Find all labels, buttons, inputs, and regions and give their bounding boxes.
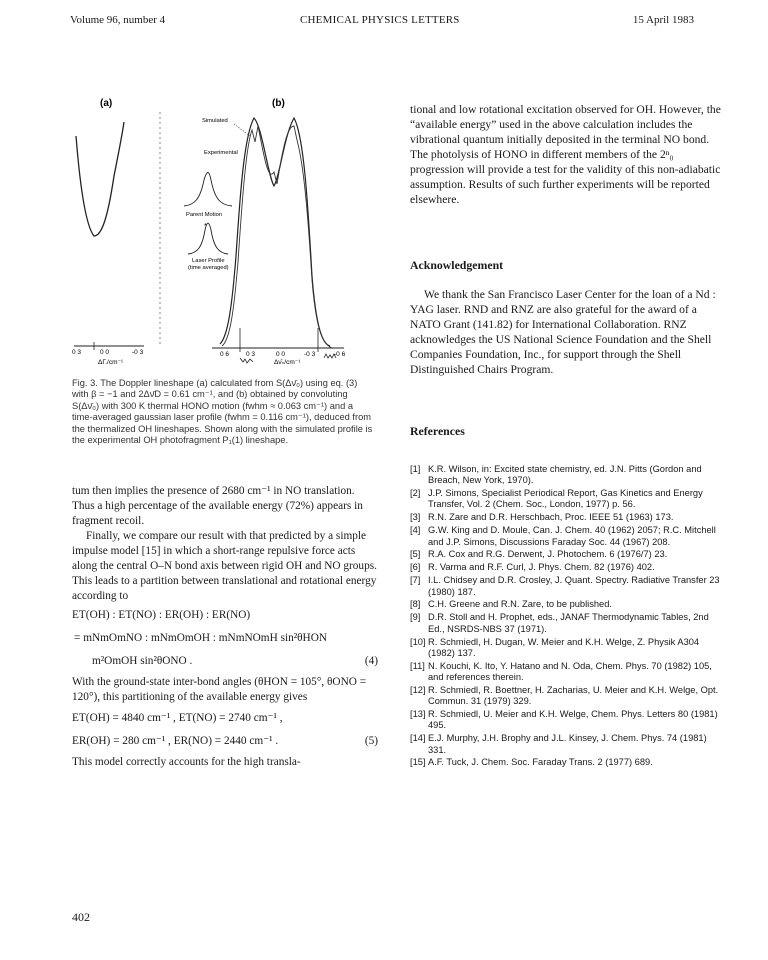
reference-number: [15] xyxy=(410,757,426,768)
right-column-top xyxy=(410,102,722,207)
figure-caption: Fig. 3. The Doppler lineshape (a) calculated from S(Δν̄₀) using eq. (3) with β = −1 and 2Δν̄D = 0.61 cm⁻¹, and (b) obtained by convoluting S(Δν̄₀) with 300 K thermal HONO motion (fwhm ≈ 0.063 cm⁻¹) and a time-averaged gaussian laser profile (fwhm = 0.116 cm⁻¹), deduced from the thermalized OH lineshapes. Shown along with the simulated profile is the experimental OH photofragment P₁(1) lineshape. xyxy=(72,378,373,446)
reference-item xyxy=(410,512,724,523)
reference-item xyxy=(410,733,724,756)
panel-a-xlabel: ΔΓ,/cm⁻¹ xyxy=(98,359,124,364)
reference-number: [13] xyxy=(410,709,426,720)
left-column xyxy=(72,484,378,770)
reference-number: [11] xyxy=(410,660,425,671)
reference-item xyxy=(410,549,724,560)
reference-item xyxy=(410,637,724,660)
panel-b-xlabel: Δν̄₀/cm⁻¹ xyxy=(274,359,301,364)
reference-text: R. Schmiedl, H. Dugan, W. Meier and K.H. Welge, Z. Physik A304 (1982) 137. xyxy=(428,636,700,658)
paragraph: This model correctly accounts for the high transla- xyxy=(72,756,301,768)
reference-number: [6] xyxy=(410,562,421,573)
acknowledgement-heading: Acknowledgement xyxy=(410,258,504,272)
page-number: 402 xyxy=(72,910,90,924)
reference-text: D.R. Stoll and H. Prophet, eds., JANAF Thermodynamic Tables, 2nd Ed., NSRDS-NBS 37 (1971). xyxy=(428,612,709,634)
panel-b-tick-label: 0 6 xyxy=(220,351,230,358)
panel-a-curve xyxy=(76,122,124,236)
panel-a-tick-label: -0 3 xyxy=(132,349,144,356)
reference-text: J.P. Simons, Specialist Periodical Report, Gas Kinetics and Energy Transfer, Vol. 2 (Chem. Soc., London, 1977) p. 56. xyxy=(428,488,703,510)
experimental-label: Experimental xyxy=(204,150,238,156)
laser-profile-label: Laser Profile xyxy=(192,258,225,264)
reference-text: R. Varma and R.F. Curl, J. Phys. Chem. 82 (1976) 402. xyxy=(428,562,655,573)
simulated-label: Simulated xyxy=(202,118,228,124)
equation-number: (4) xyxy=(364,655,378,667)
reference-text: G.W. King and D. Moule, Can. J. Chem. 40 (1962) 2057; R.C. Mitchell and J.P. Simons, Discussions Faraday Soc. 44 (1967) 208. xyxy=(428,525,716,547)
equation: ER(OH) = 280 cm⁻¹ , ER(NO) = 2440 cm⁻¹ . xyxy=(72,735,279,747)
references-heading-wrap xyxy=(410,424,722,439)
panel-b-tick-label: -0 3 xyxy=(304,351,316,358)
reference-number: [3] xyxy=(410,512,421,523)
reference-item xyxy=(410,757,724,768)
reference-item xyxy=(410,612,724,635)
reference-number: [2] xyxy=(410,488,421,499)
reference-number: [9] xyxy=(410,612,421,623)
reference-number: [5] xyxy=(410,549,421,560)
reference-number: [10] xyxy=(410,636,426,647)
reference-number: [14] xyxy=(410,733,426,744)
panel-b-left-noise xyxy=(240,358,253,363)
parent-motion-label: Parent Motion xyxy=(186,212,223,218)
simulated-pointer xyxy=(234,124,250,136)
reference-item xyxy=(410,661,724,684)
equation: = mNmOmNO : mNmOmOH : mNmNOmH sin²θHON xyxy=(74,632,328,644)
reference-item xyxy=(410,525,724,548)
reference-text: I.L. Chidsey and D.R. Crosley, J. Quant. Spectry. Radiative Transfer 23 (1980) 187. xyxy=(428,575,720,597)
reference-number: [8] xyxy=(410,599,421,610)
panel-a-tick-label: 0 3 xyxy=(72,349,82,356)
reference-item xyxy=(410,488,724,511)
reference-item xyxy=(410,575,724,598)
volume-info: Volume 96, number 4 xyxy=(70,14,166,26)
reference-text: N. Kouchi, K. Ito, Y. Hatano and N. Oda, Chem. Phys. 70 (1982) 105, and references therein. xyxy=(428,660,712,682)
laser-profile-peak xyxy=(188,223,228,254)
paragraph: With the ground-state inter-bond angles (θHON = 105°, θONO = 120°), this partitioning of the available energy gives xyxy=(72,676,367,703)
reference-text: E.J. Murphy, J.H. Brophy and J.L. Kinsey, J. Chem. Phys. 74 (1981) 331. xyxy=(428,733,707,755)
paragraph: tional and low rotational excitation observed for OH. However, the “available energy” used in the above calculation includes the vibrational quantum initially deposited in the terminal NO bond. The photolysis of HONO in different members of the 2ⁿ₀ progression will provide a test for the validity of this non-adiabatic assumption. Results of such further experiments will be reported elsewhere. xyxy=(410,103,721,206)
parent-motion-peak xyxy=(184,173,232,207)
reference-number: [4] xyxy=(410,525,421,536)
references-heading: References xyxy=(410,424,465,438)
journal-title: CHEMICAL PHYSICS LETTERS xyxy=(300,14,460,26)
paragraph: Finally, we compare our result with that predicted by a simple impulse model [15] in which a short-range repulsive force acts along the central O–N bond axis between rigid OH and NO groups. This leads to a partition between translational and rotational energy according to xyxy=(72,530,377,602)
figure-3 xyxy=(72,96,372,364)
equation-number: (5) xyxy=(364,735,378,747)
reference-text: K.R. Wilson, in: Excited state chemistry, ed. J.N. Pitts (Gordon and Breach, New York, 1970). xyxy=(428,464,702,486)
reference-number: [1] xyxy=(410,464,421,474)
acknowledgement-text: We thank the San Francisco Laser Center for the loan of a Nd : YAG laser. RND and RNZ are also grateful for the award of a NATO Grant (141.82) for International Collaboration. RNZ acknowledges the US National Science Foundation and the Shell Companies Foundation, Inc., for support through the Shell Distinguished Chairs Program. xyxy=(410,288,716,376)
reference-item xyxy=(410,599,724,610)
panel-a-label: (a) xyxy=(100,98,113,109)
panel-b-tick-label: -0 6 xyxy=(334,351,346,358)
reference-item xyxy=(410,709,724,732)
panel-a-tick-label: 0 0 xyxy=(100,349,110,356)
reference-text: R. Schmiedl, U. Meier and K.H. Welge, Chem. Phys. Letters 80 (1981) 495. xyxy=(428,709,718,731)
reference-item xyxy=(410,685,724,708)
reference-number: [12] xyxy=(410,684,426,695)
reference-text: R.N. Zare and D.R. Herschbach, Proc. IEEE 51 (1963) 173. xyxy=(428,512,674,523)
equation: ET(OH) = 4840 cm⁻¹ , ET(NO) = 2740 cm⁻¹ , xyxy=(72,712,283,724)
reference-item xyxy=(410,562,724,573)
reference-item xyxy=(410,464,724,487)
references-list xyxy=(410,464,724,770)
reference-text: R. Schmiedl, R. Boettner, H. Zacharias, U. Meier and K.H. Welge, Opt. Commun. 31 (1979) 329. xyxy=(428,684,719,707)
reference-text: A.F. Tuck, J. Chem. Soc. Faraday Trans. 2 (1977) 689. xyxy=(428,757,653,768)
equation: m²OmOH sin²θONO . xyxy=(92,655,193,667)
reference-text: C.H. Greene and R.N. Zare, to be published. xyxy=(428,599,612,610)
issue-date: 15 April 1983 xyxy=(632,14,694,26)
panel-b-label: (b) xyxy=(272,98,285,109)
acknowledgement-section xyxy=(410,258,722,377)
experimental-curve xyxy=(222,126,332,348)
panel-b-tick-label: 0 3 xyxy=(246,351,256,358)
reference-text: R.A. Cox and R.G. Derwent, J. Photochem. 6 (1976/7) 23. xyxy=(428,549,668,560)
equation: ET(OH) : ET(NO) : ER(OH) : ER(NO) xyxy=(72,609,251,621)
laser-profile-label-2: (time averaged) xyxy=(188,265,229,271)
reference-number: [7] xyxy=(410,575,421,586)
panel-b-tick-label: 0 0 xyxy=(276,351,286,358)
convolution-symbol: * xyxy=(204,223,207,230)
paragraph: tum then implies the presence of 2680 cm⁻¹ in NO translation. Thus a high percentage of the available energy (72%) appears in fragment recoil. xyxy=(72,485,363,527)
